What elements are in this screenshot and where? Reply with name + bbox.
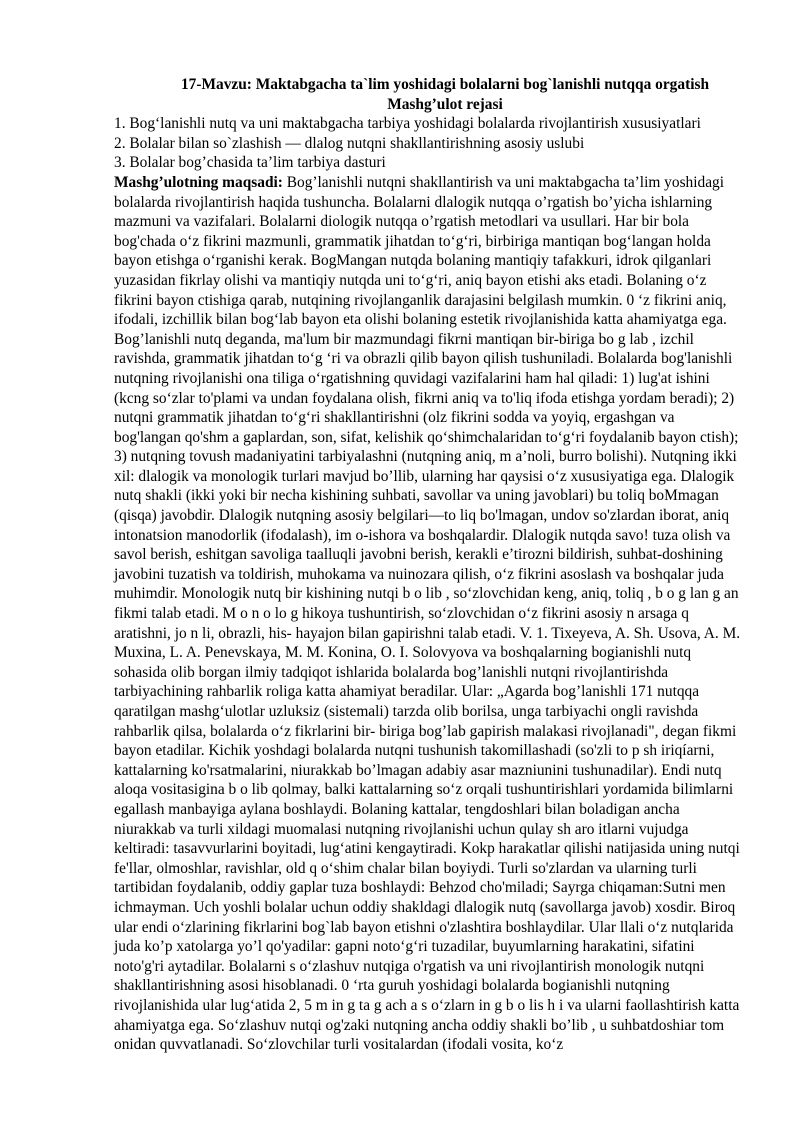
goal-text: Bog’lanishli nutqni shakllantirish va uni maktabgacha ta’lim yoshidagi bolalarda rivojlantirish haqida tushuncha. Bolalarni dlalogik nutqqa o’rgatish bo’yicha ishlarning mazmuni va vazifalari. Bolalarni diologik nutqqa o’rgatish metodlari va usullari. Har bir bola bog'chada o‘z fikrini mazmunli, grammatik jihatdan to‘g‘ri, birbiriga mantiqan bog‘langan holda bayon etishga o‘rganishi kerak. BogMangan nutqda bolaning mantiqiy tafakkuri, idrok qilganlari yuzasidan fikrlay olishi va mantiqiy nutqda uni to‘g‘ri, aniq bayon etishi aks etadi. Bolaning o‘z fikrini bayon ctishiga qarab, nutqining rivojlanganlik darajasini belgilash mumkin. 0 ‘z fikrini aniq, ifodali, izchillik bilan bog‘lab bayon eta olishi bolaning estetik rivojlanishida katta ahamiyatga ega. Bog’lanishli nutq deganda, ma'lum bir mazmundagi fikrni mantiqan bir-biriga bo g lab , izchil ravishda, grammatik jihatdan to‘g ‘ri va obrazli qilib bayon qilish tushuniladi. Bolalarda bog'lanishli nutqning rivojlanishi ona tiliga o‘rgatishning quvidagi vazifalarini ham hal qiladi: 1) lug'at ishini (kcng so‘zlar to'plami va undan foydalana olish, fikrni aniq va to'liq ifoda etishga yordam beradi); 2) nutqni grammatik jihatdan to‘g‘ri shakllantirishni (olz fikrini sodda va yoyiq, ergashgan va bog'langan qo'shm a gaplardan, son, sifat, kelishik qo‘shimchalaridan to‘g‘ri foydalanib bayon ctish); 3) nutqning tovush madaniyatini tarbiyalashni (nutqning aniq, m a’noli, burro bolishi). Nutqning ikki xil: dlalogik va monologik turlari mavjud bo’llib, ularning har qaysisi o‘z xususiyatiga ega. Dlalogik nutq shakli (ikki yoki bir necha kishining suhbati, savollar va uning javoblari) bu toliq boMmagan (qisqa) javobdir. Dlalogik nutqning asosiy belgilari—to liq bo'lmagan, undov so'zlardan iborat, aniq intonatsion manodorlik (ifodalash), im o-ishora va boshqalardir. Dlalogik nutqda savo! tuza olish va savol berish, eshitgan savoliga taalluqli javobni berish, kerakli e’tirozni bildirish, suhbat-doshining javobini tuzatish va toldirish, muhokama va nuinozara qilish, o‘z fikrini asoslash va boshqalar juda muhimdir. Monologik nutq bir kishining nutqi b o lib , so‘zlovchidan keng, aniq, toliq , b o g lan g an fikmi talab etadi. M o n o lo g hikoya tushuntirish, so‘zlovchidan o‘z fikrini asosiy n arsaga q aratishni, jo n li, obrazli, his- hayajon bilan gapirishni talab etadi. V. 1. Tixeyeva, A. Sh. Usova, A. M. Muxina, L. A. Penevskaya, M. M. Konina, O. I. Solovyova va boshqalarning bogianishli nutq sohasida olib borgan ilmiy tadqiqot ishlarida bolalarda bog’lanishli nutqni rivojlantirishda tarbiyachining rahbarlik roliga katta ahamiyat beradilar. Ular: „Agarda bog’lanishli 171 nutqqa qaratilgan mashg‘ulotlar uzluksiz (sistemali) tarzda olib borilsa, unga tarbiyachi ongli ravishda rahbarlik qilsa, bolalarda o‘z fikrlarini bir- biriga bog’lab gapirish malakasi rivojlanadi", degan fikmi bayon etadilar. Kichik yoshdagi bolalarda nutqni tushunish takomillashadi (so'zli to p sh iriqíarni, kattalarning ko'rsatmalarini, niurakkab bo’lmagan adabiy asar mazniunini tushunadilar). Endi nutq aloqa vositasigina b o lib qolmay, balki kattalarning so‘z orqali tushuntirishlari yordamida bilimlarni egallash manbayiga aylana boshlaydi. Bolaning kattalar, tengdoshlari bilan boladigan ancha niurakkab va turli xildagi muomalasi nutqning rivojlanishi uchun qulay sh aro itlarni vujudga keltiradi: tasavvurlarini boyitadi, lug‘atini kengaytiradi. Kokp harakatlar qilishi natijasida uning nutqi fe'llar, olmoshlar, ravishlar, old q o‘shim chalar bilan boyiydi. Turli so'zlardan va ularning turli tartibidan foydalanib, oddiy gaplar tuza boshlaydi: Behzod cho'miladi; Sayrga chiqaman:Sutni men ichmayman. Uch yoshli bolalar uchun oddiy shakldagi dlalogik nutq (savollarga javob) xosdir. Biroq ular endi o‘zlarining fikrlarini bog`lab bayon etishni o'zlashtira boshlaydilar. Ular llali o‘z nutqlarida juda ko’p xatolarga yo’l qo'yadilar: gapni noto‘g‘ri tuzadilar, buyumlarning harakatini, sifatini noto'g'ri aytadilar. Bolalarni s o‘zlashuv nutqiga o'rgatish va uni rivojlantirish monologik nutqni shakllantirishning asosi hisoblanadi. 0 ‘rta guruh yoshidagi bolalarda bogianishli nutqning rivojlanishida ular lug‘atida 2, 5 m in g ta g ach a s o‘zlarn in g b o lis h i va ularni faollashtirish katta ahamiyatga ega. So‘zlashuv nutqi og'zaki nutqning ancha oddiy shakli bo’lib , u suhbatdoshiar tom onidan quvvatlanadi. So‘zlovchilar turli vositalardan (ifodali vosita, ko‘z [114, 173, 741, 1054]
document-title: 17-Mavzu: Maktabgacha ta`lim yoshidagi bolalarni bog`lanishli nutqqa orgatish [180, 76, 710, 93]
plan-heading: Mashg’ulot rejasi [387, 95, 503, 113]
document-page [114, 75, 742, 1055]
plan-item-2: 2. Bolalar bilan so`zlashish — dlalog nutqni shakllantirishning asosiy uslubi [114, 134, 585, 152]
goal-label: Mashg’ulotning maqsadi: [114, 173, 283, 191]
goal-paragraph [114, 173, 742, 1055]
plan-item-3: 3. Bolalar bog’chasida ta’lim tarbiya dasturi [114, 154, 386, 172]
plan-item-1: 1. Bog‘lanishli nutq va uni maktabgacha tarbiya yoshidagi bolalarda rivojlantirish xususiyatlari [114, 115, 701, 133]
